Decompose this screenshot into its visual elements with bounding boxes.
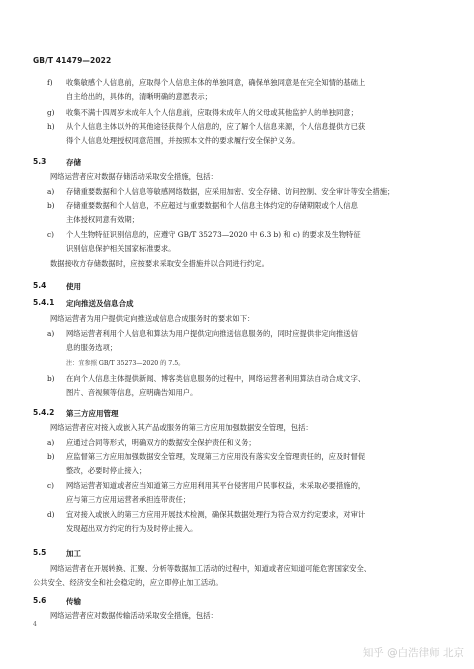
standard-code-header: GB/T 41479—2022 — [33, 56, 112, 65]
section-title: 加工 — [66, 549, 81, 558]
list-item-line: 应与第三方应用运营者承担连带责任； — [66, 495, 191, 504]
list-item-line: 在向个人信息主体提供新闻、博客类信息服务的过程中，网络运营者利用算法自动合成文字、 — [66, 374, 366, 383]
section-number: 5.5 — [33, 548, 47, 557]
list-marker: g) — [47, 108, 55, 117]
list-item-line: 网络运营者知道或者应当知道第三方应用利用其平台侵害用户民事权益，未采取必要措施的， — [66, 481, 366, 490]
watermark: 知乎 @白浩律师 北京 — [362, 647, 464, 659]
section-number: 5.4.1 — [33, 298, 55, 307]
list-item-line: 收集敏感个人信息前，应取得个人信息主体的单独同意，确保单独同意是在完全知情的基础上 — [66, 78, 366, 87]
list-item-line: 得个人信息处理授权同意范围，并按照本文件的要求履行安全保护义务。 — [66, 136, 300, 145]
list-marker: a) — [47, 438, 55, 447]
section-intro: 网络运营者应对数据传输活动采取安全措施，包括： — [50, 611, 218, 620]
section-intro: 网络运营者应对数据存储活动采取安全措施，包括： — [50, 172, 218, 181]
list-item-line: 宜对接入或嵌入的第三方应用开展技术检测，确保其数据处理行为符合双方约定要求，对审计 — [66, 510, 366, 519]
list-item-line: 发现超出双方约定的行为及时停止接入。 — [66, 524, 198, 533]
section-intro: 网络运营者为用户提供定向推送或信息合成服务时的要求如下： — [50, 314, 255, 323]
list-marker: b) — [47, 452, 55, 461]
list-marker: f) — [47, 78, 53, 87]
section-intro: 网络运营者应对接入或嵌入其产品或服务的第三方应用加强数据安全管理，包括： — [50, 423, 313, 432]
section-title: 第三方应用管理 — [66, 409, 119, 418]
list-item-line: 图片、音视频等信息，应明确告知用户。 — [66, 388, 198, 397]
note-text: 注：宜参照 GB/T 35273—2020 的 7.5。 — [66, 360, 185, 367]
list-marker: a) — [47, 187, 55, 196]
section-number: 5.3 — [33, 157, 47, 166]
list-item-line: 应监督第三方应用加强数据安全管理，发现第三方应用没有落实安全管理责任的，应及时督促 — [66, 452, 366, 461]
list-item-line: 从个人信息主体以外的其他途径获得个人信息的，应了解个人信息来源，个人信息提供方已获 — [66, 122, 366, 131]
page-number: 4 — [33, 621, 37, 628]
list-item-line: 主体授权同意有效期； — [66, 215, 139, 224]
section-title: 定向推送及信息合成 — [66, 299, 134, 308]
section-title: 传输 — [66, 597, 81, 606]
list-marker: a) — [47, 329, 55, 338]
list-item-line: 个人生物特征识别信息的，应遵守 GB/T 35273—2020 中 6.3 b) 和 c) 的要求及生物特征 — [66, 230, 361, 239]
list-item-line: 应通过合同等形式，明确双方的数据安全保护责任和义务； — [66, 438, 256, 447]
list-item-line: 收集不满十四周岁未成年人个人信息前，应取得未成年人的父母或其他监护人的单独同意； — [66, 108, 358, 117]
section-number: 5.6 — [33, 596, 47, 605]
list-item-line: 息的服务选项； — [66, 343, 118, 352]
list-item-line: 识别信息保护相关国家标准要求。 — [66, 244, 176, 253]
list-marker: b) — [47, 374, 55, 383]
list-marker: d) — [47, 510, 55, 519]
list-marker: c) — [47, 481, 54, 490]
list-item-line: 存储重要数据和个人信息等敏感网络数据，应采用加密、安全存储、访问控制、安全审计等安全措施； — [66, 187, 395, 196]
list-item-line: 网络运营者利用个人信息和算法为用户提供定向推送信息服务的，同时应提供非定向推送信 — [66, 329, 358, 338]
section-number: 5.4.2 — [33, 408, 55, 417]
list-item-line: 整改，必要时停止接入； — [66, 466, 147, 475]
list-marker: b) — [47, 201, 55, 210]
section-number: 5.4 — [33, 281, 47, 290]
list-marker: c) — [47, 230, 54, 239]
list-item-line: 存储重要数据和个人信息，不应超过与重要数据和个人信息主体约定的存储期限或个人信息 — [66, 201, 358, 210]
section-closing: 数据接收方存储数据时，应按要求采取安全措施并以合同进行约定。 — [50, 259, 269, 268]
paragraph-line: 网络运营者在开展转换、汇聚、分析等数据加工活动的过程中，知道或者应知道可能危害国家安全、 — [50, 564, 372, 573]
section-title: 使用 — [66, 282, 81, 291]
section-title: 存储 — [66, 158, 81, 167]
list-item-line: 自主给出的，具体的，清晰明确的意愿表示； — [66, 92, 212, 101]
paragraph-line: 公共安全、经济安全和社会稳定的，应立即停止加工活动。 — [33, 578, 223, 587]
list-marker: h) — [47, 122, 55, 131]
